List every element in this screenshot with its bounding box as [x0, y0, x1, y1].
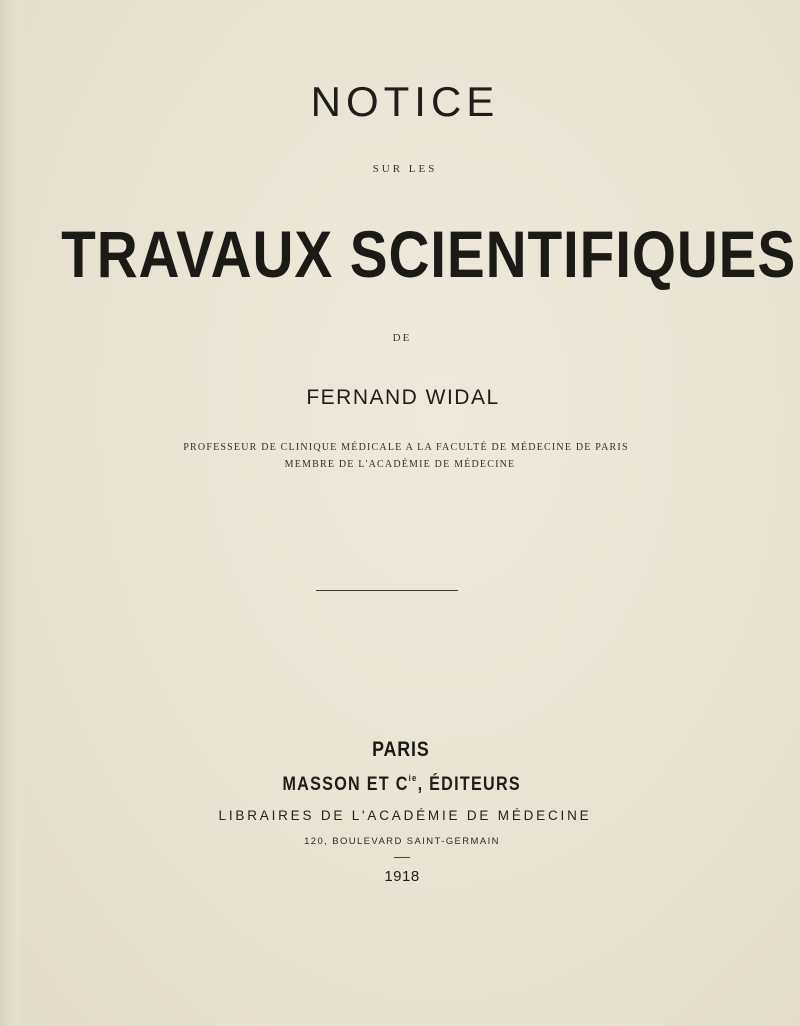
publisher-address: 120, BOULEVARD SAINT-GERMAIN — [304, 836, 500, 847]
author-title-academy: MEMBRE DE L'ACADÉMIE DE MÉDECINE — [284, 459, 516, 470]
notice-heading: NOTICE — [310, 78, 500, 125]
publication-year: 1918 — [384, 868, 420, 885]
publisher-name: MASSON ET C — [282, 774, 409, 795]
imprint-city: PARIS — [372, 738, 430, 761]
divider-rule — [316, 590, 458, 591]
author-title-professor: PROFESSEUR DE CLINIQUE MÉDICALE A LA FACULTÉ DE MÉDECINE DE PARIS — [183, 442, 629, 453]
publisher-line — [60, 774, 740, 796]
publisher-suffix: , ÉDITEURS — [417, 774, 521, 795]
author-name: FERNAND WIDAL — [306, 386, 500, 409]
de-label: DE — [392, 332, 412, 344]
main-title: TRAVAUX SCIENTIFIQUES — [61, 217, 797, 291]
sur-les-label: SUR LES — [372, 163, 438, 175]
small-divider — [394, 857, 410, 858]
libraires-line: LIBRAIRES DE L'ACADÉMIE DE MÉDECINE — [218, 808, 592, 823]
publisher-sup: ie — [408, 773, 418, 783]
